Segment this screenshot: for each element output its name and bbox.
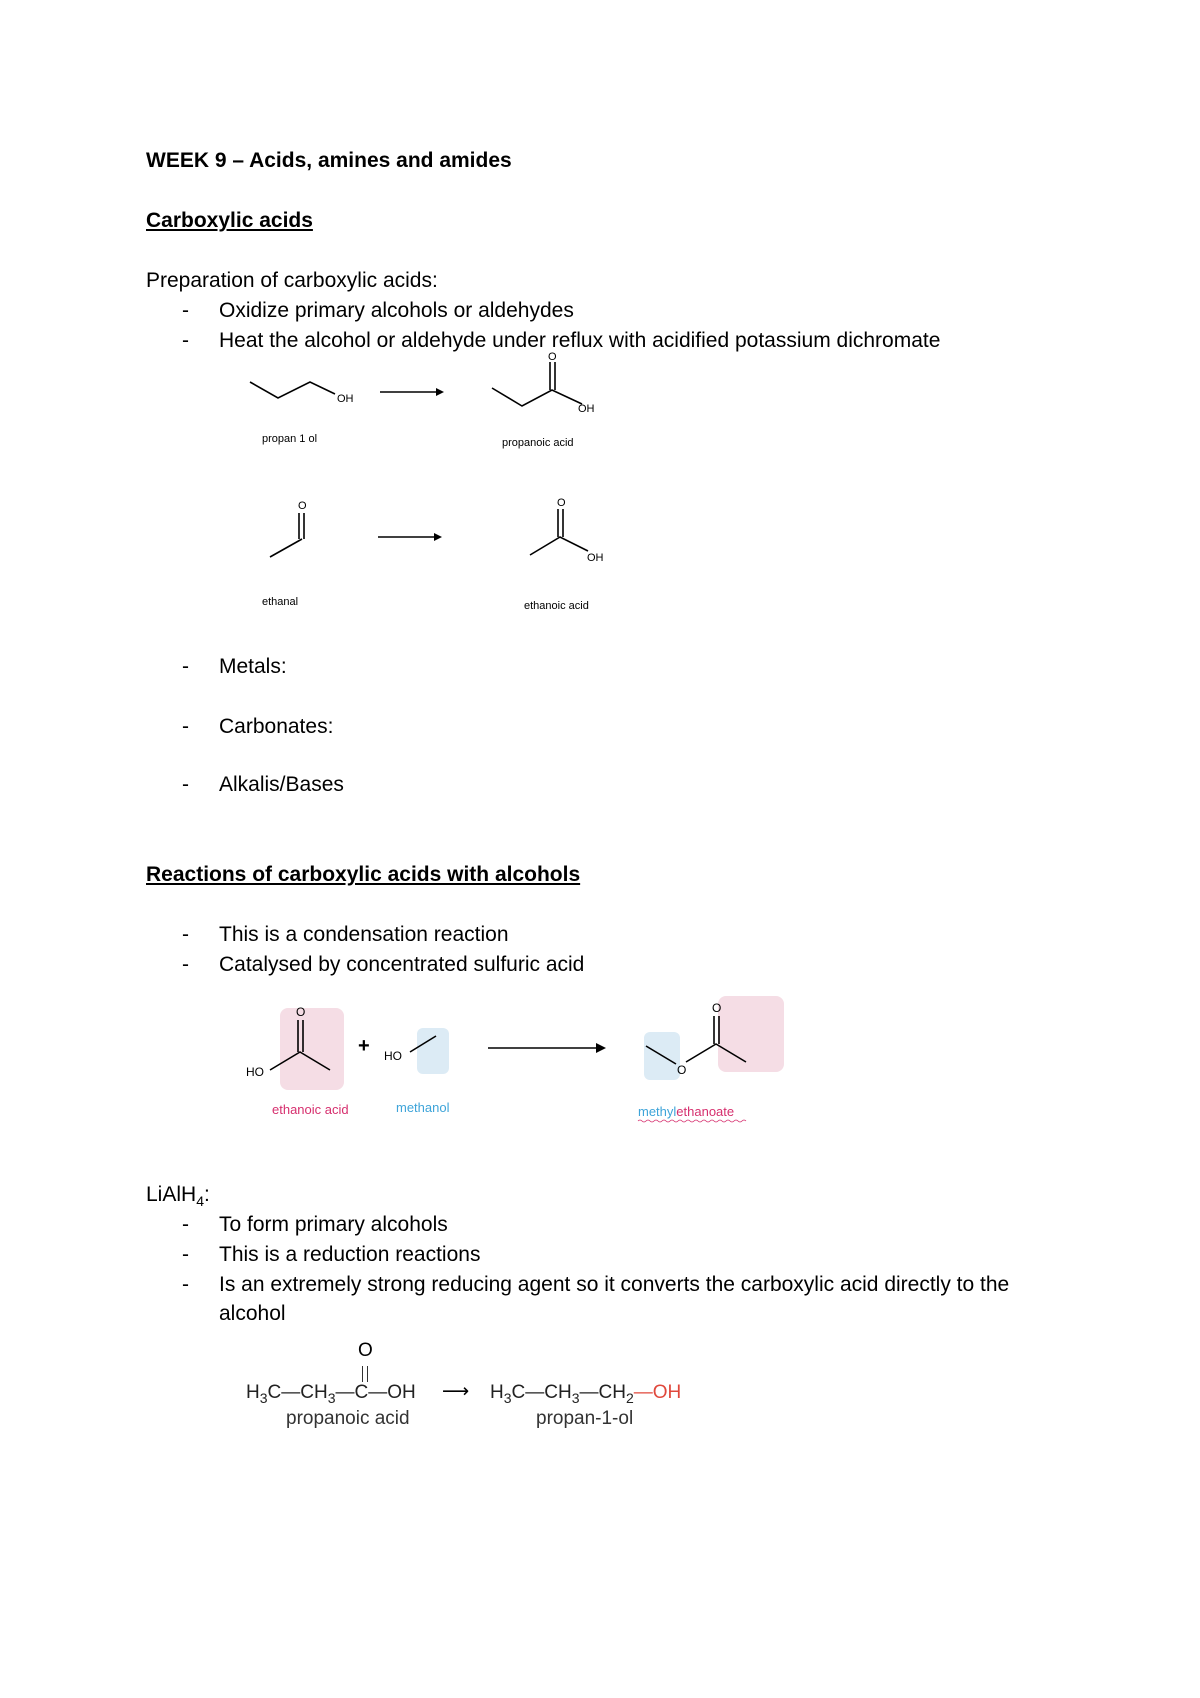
lialh4-bullet-1: To form primary alcohols — [219, 1213, 448, 1236]
propanoic-acid-formula: $H_3C—CH_3—C—OH$ — [246, 1382, 416, 1406]
propanoic-acid-structure — [492, 351, 595, 415]
reaction-arrow — [488, 1043, 606, 1053]
ethanal-structure — [270, 500, 307, 557]
bullet-dash: - — [182, 1243, 189, 1266]
product-label-methyl: methyl — [638, 1104, 677, 1119]
lialh4-bullet-3: Is an extremely strong reducing agent so it converts the carboxylic acid directly to the — [219, 1273, 1010, 1296]
bullet-dash: - — [182, 329, 189, 352]
ho-label: HO — [384, 1049, 402, 1063]
lialh4-bullet-2: This is a reduction reactions — [219, 1243, 481, 1266]
bullet-dash: - — [182, 299, 189, 322]
ester-bullet-2: Catalysed by concentrated sulfuric acid — [219, 953, 585, 976]
lialh4-bullet-3-continued: alcohol — [219, 1302, 286, 1325]
o-label: O — [298, 500, 307, 512]
prep-heading: Preparation of carboxylic acids: — [146, 269, 438, 292]
section-heading-carboxylic-acids: Carboxylic acids — [146, 209, 313, 232]
reaction-arrow — [380, 388, 444, 396]
o-label: O — [677, 1063, 687, 1077]
reactant-label: propan 1 ol — [262, 433, 318, 445]
product-label — [638, 1104, 734, 1119]
section-heading-esterification: Reactions of carboxylic acids with alcohols — [146, 863, 581, 886]
propanol-formula: $H_3C—CH_3—CH_2—OH$ — [490, 1382, 682, 1406]
acid-label: ethanoic acid — [272, 1102, 349, 1117]
carbonyl-o: O — [358, 1340, 373, 1361]
prep-bullet-2: Heat the alcohol or aldehyde under reflux with acidified potassium dichromate — [219, 329, 941, 352]
o-label: O — [557, 497, 566, 509]
bullet-dash: - — [182, 655, 189, 678]
oh-label: OH — [587, 552, 604, 564]
bullet-dash: - — [182, 953, 189, 976]
ester-bullet-1: This is a condensation reaction — [219, 923, 509, 946]
propanol-structure — [250, 382, 354, 405]
product-label-ethanoate: ethanoate — [676, 1104, 735, 1119]
double-bond — [362, 1366, 368, 1382]
o-label: O — [712, 1001, 722, 1015]
reaction-bullet-metals: Metals: — [219, 655, 287, 678]
reaction-arrow — [378, 533, 442, 541]
alcohol-highlight — [417, 1028, 449, 1074]
alcohol-label: methanol — [396, 1100, 450, 1115]
scheme-ethanal-oxidation — [240, 495, 620, 615]
document-title: WEEK 9 – Acids, amines and amides — [146, 149, 512, 172]
product-label: ethanoic acid — [524, 600, 589, 612]
o-label: O — [548, 351, 557, 363]
bullet-dash: - — [182, 923, 189, 946]
reaction-arrow: ⟶ — [442, 1381, 470, 1402]
bullet-dash: - — [182, 1213, 189, 1236]
plus-sign: + — [358, 1035, 370, 1057]
bullet-dash: - — [182, 715, 189, 738]
ho-label: HO — [246, 1065, 264, 1079]
reaction-bullet-carbonates: Carbonates: — [219, 715, 334, 738]
oh-label: OH — [578, 403, 595, 415]
acid-highlight — [280, 1008, 344, 1090]
oh-label: OH — [337, 393, 354, 405]
scheme-lialh4-reduction — [246, 1340, 706, 1440]
reactant-label: ethanal — [262, 596, 299, 608]
ester-acid-highlight — [718, 996, 784, 1072]
prep-bullet-1: Oxidize primary alcohols or aldehydes — [219, 299, 574, 322]
spellcheck-underline — [638, 1120, 746, 1122]
product-label: propanoic acid — [502, 437, 574, 449]
bullet-dash: - — [182, 773, 189, 796]
lialh4-heading: LiAlH$_4$: — [146, 1183, 210, 1210]
product-label: propan-1-ol — [536, 1408, 634, 1429]
bullet-dash: - — [182, 1273, 189, 1296]
scheme-esterification — [230, 990, 810, 1130]
scheme-propanol-oxidation — [240, 350, 620, 460]
reactant-label: propanoic acid — [286, 1408, 410, 1429]
o-label: O — [296, 1005, 306, 1019]
reaction-bullet-alkalis: Alkalis/Bases — [219, 773, 344, 796]
ethanoic-acid-structure — [530, 497, 604, 564]
